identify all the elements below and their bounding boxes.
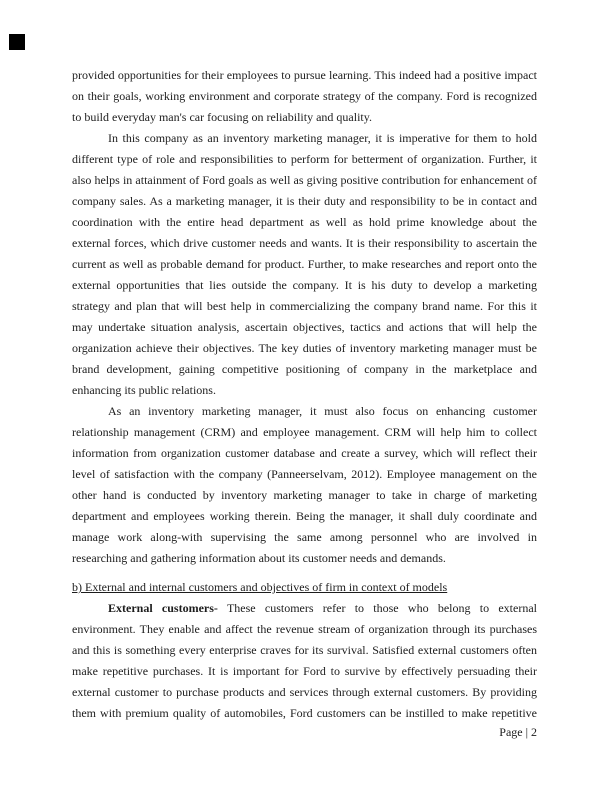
page-footer [72,722,537,743]
para-external-customers [72,598,537,724]
external-customers-text: These customers refer to those who belong to external environment. They enable and affect the revenue stream of organization through its purchases and this is something every enterprise craves for its survival. Satisfied external customers often make repetitive purchases. It is important for Ford to survive by effectively persuading their external customer to purchase products and services through external customers. By providing them with premium quality of automobiles, Ford customers can be instilled to make repetitive [72,601,537,720]
para-crm-employee-management: As an inventory marketing manager, it must also focus on enhancing customer relationship management (CRM) and employee management. CRM will help him to collect information from organization customer database and create a survey, which will reflect their level of satisfaction with the company (Panneerselvam, 2012). Employee management on the other hand is conducted by inventory marketing manager to take in charge of marketing department and employees working therein. Being the manager, it shall duly coordinate and manage work along-with supervising the same among personnel who are involved in researching and gathering information about its customer needs and demands. [72,404,537,565]
external-customers-bold-lead: External customers- [108,601,218,615]
para-marketing-manager-roles: In this company as an inventory marketing manager, it is imperative for them to hold different type of role and responsibilities to perform for betterment of organization. Further, it also helps in attainment of Ford goals as well as giving positive contribution for enhancement of company sales. As a marketing manager, it is their duty and responsibility to be in contact and coordination with the entire head department as well as hold prime knowledge about the external forces, which drive customer needs and wants. It is their responsibility to ascertain the current as well as probable demand for product. Further, to make researches and report onto the external opportunities that lies outside the company. It is his duty to develop a marketing strategy and plan that will best help in commercializing the company brand name. For this it may undertake situation analysis, ascertain objectives, tactics and actions that will help the organization achieve their objectives. The key duties of inventory marketing manager must be brand development, gaining competitive positioning of company in the marketplace and enhancing its public relations. [72,131,537,397]
corner-mark [9,34,25,50]
document-body [72,65,537,724]
para-learning-impact: provided opportunities for their employees to pursue learning. This indeed had a positive impact on their goals, working environment and corporate strategy of the company. Ford is recognized to build everyday man's car focusing on reliability and quality. [72,68,537,124]
section-heading-external-internal-customers: b) External and internal customers and objectives of firm in context of models [72,580,448,594]
page-number: Page | 2 [499,725,537,739]
